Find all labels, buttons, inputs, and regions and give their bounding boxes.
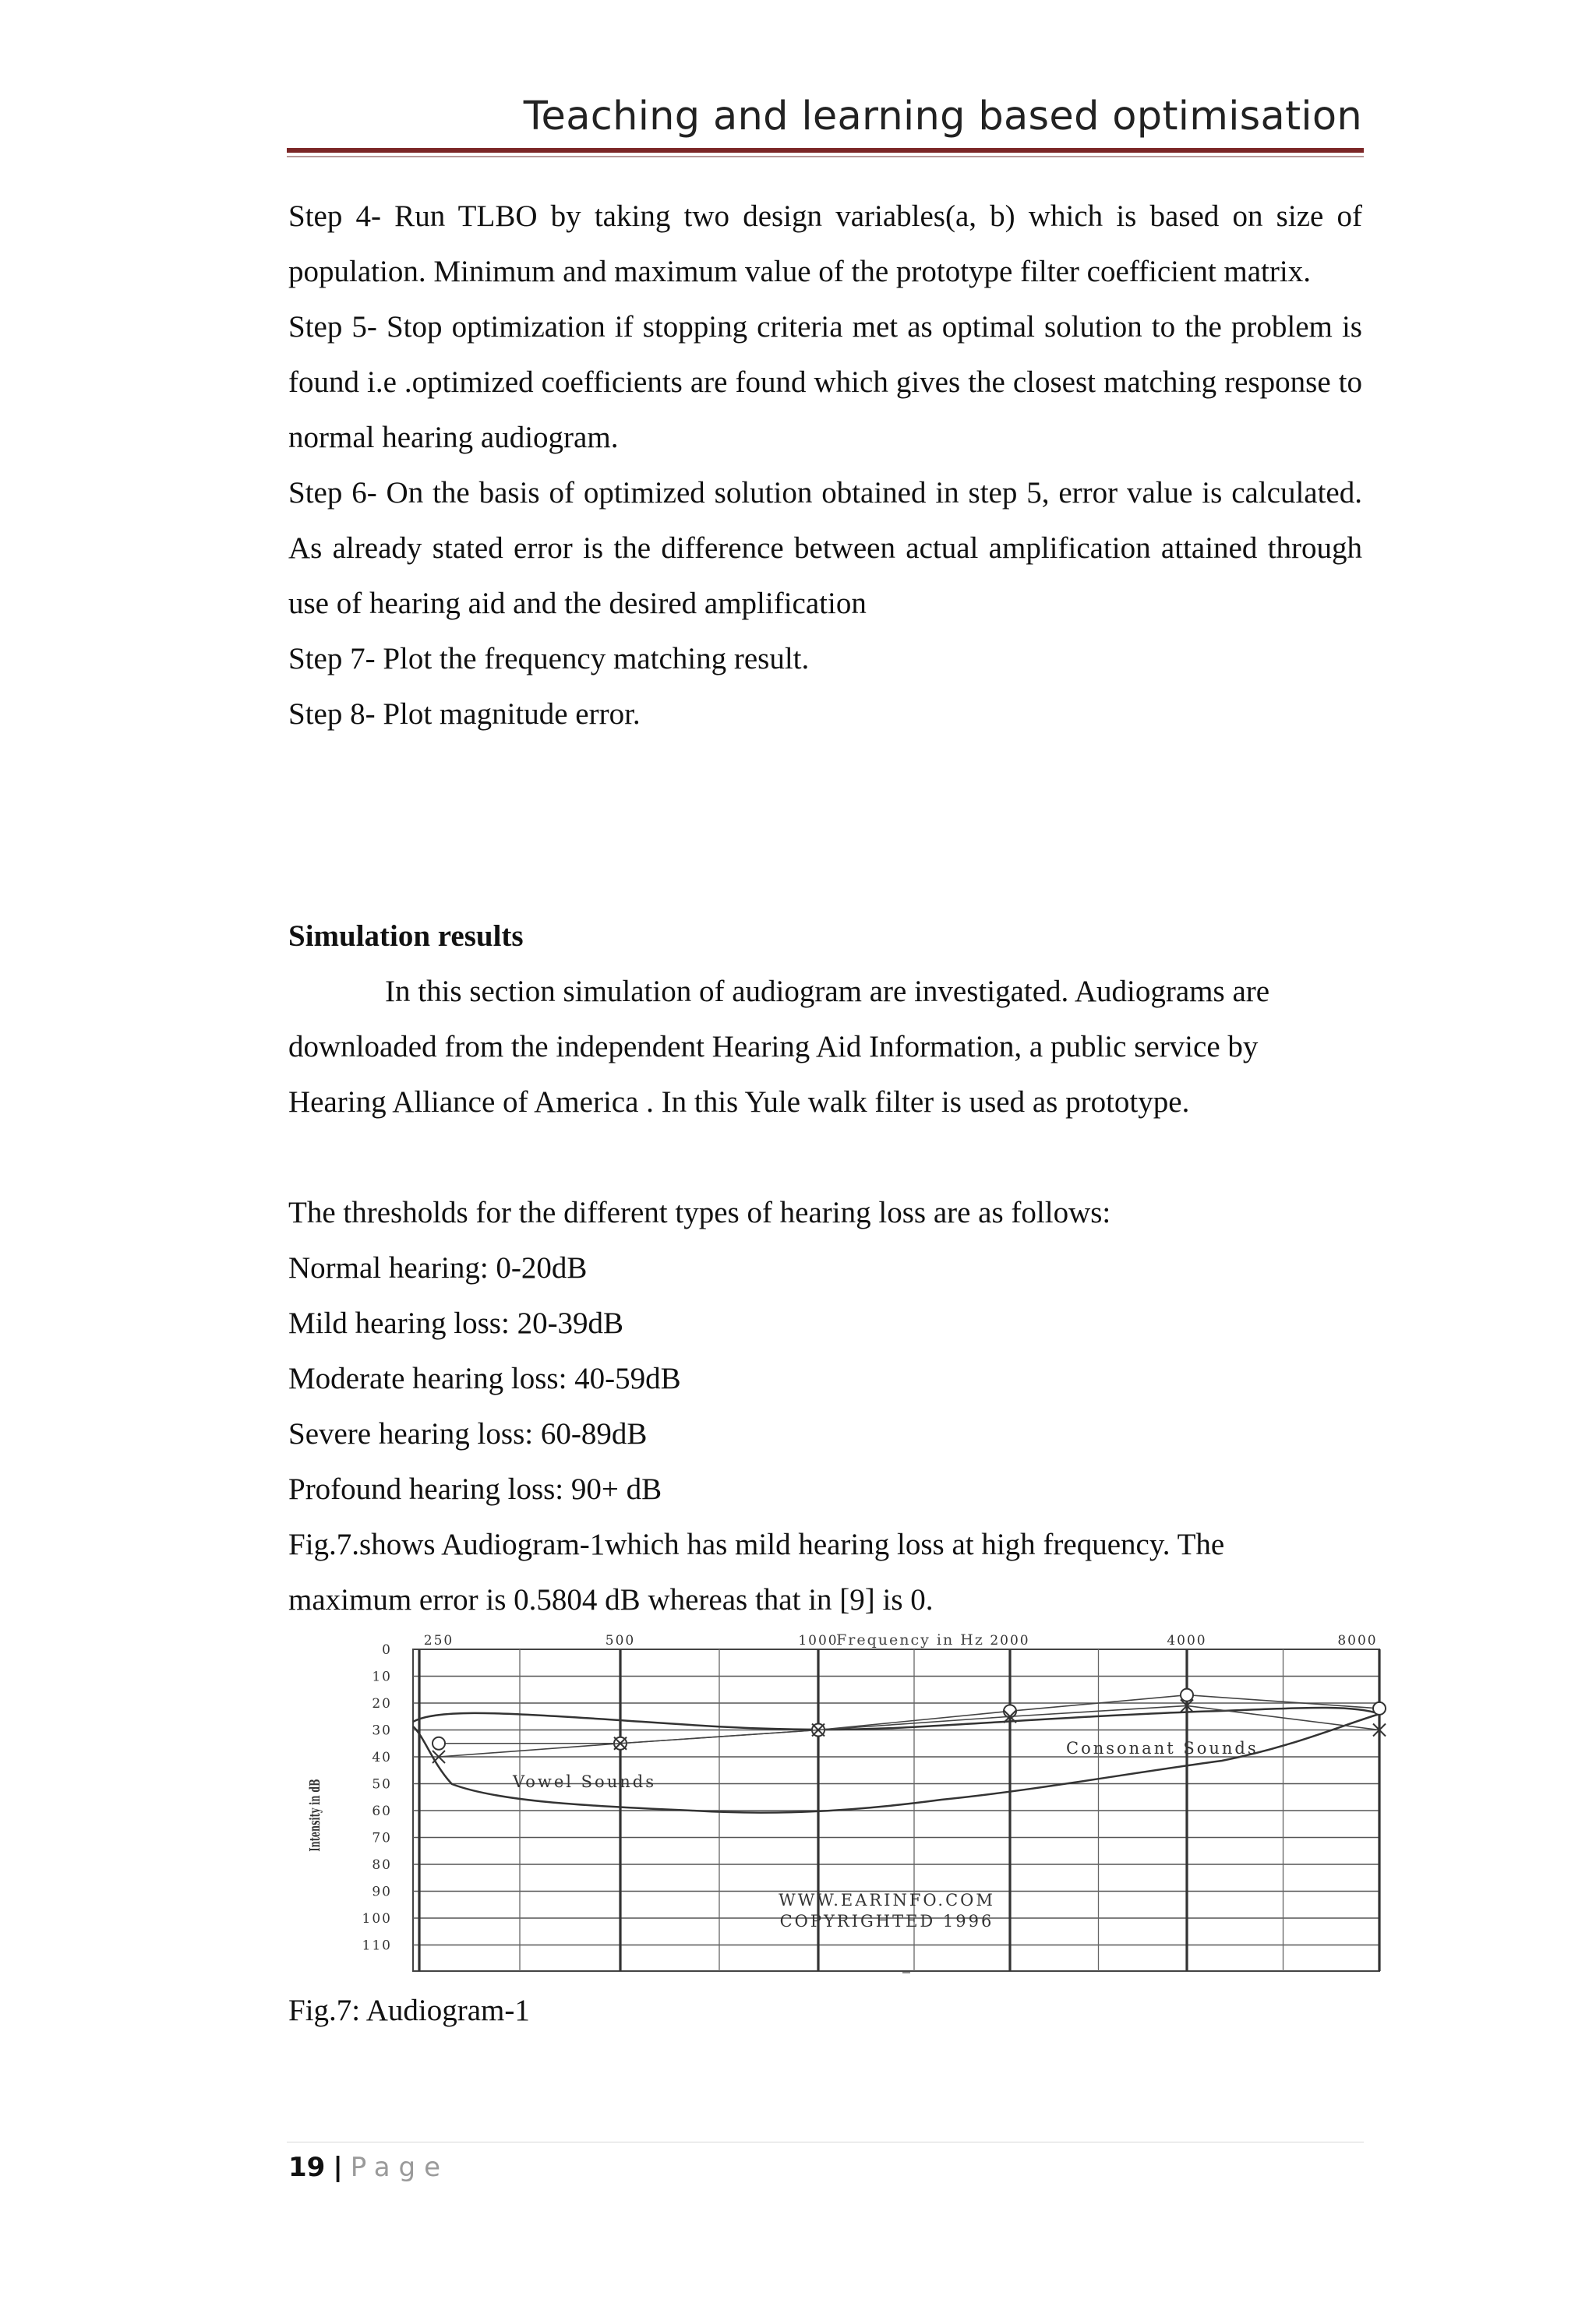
- page-footer: [288, 2152, 449, 2183]
- step-8: Step 8- Plot magnitude error.: [288, 697, 641, 731]
- header-rule: [287, 148, 1364, 153]
- simulation-results-section: [288, 908, 1362, 1628]
- x-tick-label: 250: [423, 1633, 454, 1649]
- threshold-item: Mild hearing loss: 20-39dB: [288, 1307, 624, 1340]
- section-heading: Simulation results: [288, 919, 524, 953]
- intro-line: In this section simulation of audiogram are investigated. Audiograms are: [385, 975, 1270, 1008]
- y-tick-label: 90: [372, 1884, 392, 1900]
- y-tick-label: 0: [382, 1642, 392, 1658]
- threshold-item: Profound hearing loss: 90+ dB: [288, 1472, 662, 1506]
- x-tick-label: 500: [605, 1633, 636, 1649]
- figure-caption: Fig.7: Audiogram-1: [288, 1994, 530, 2027]
- blank-line: [288, 1130, 1362, 1185]
- threshold-item: Normal hearing: 0-20dB: [288, 1251, 588, 1285]
- y-tick-label: 10: [372, 1669, 392, 1685]
- page-word: Page: [350, 2152, 450, 2183]
- intro-line: Hearing Alliance of America . In this Yule walk filter is used as prototype.: [288, 1085, 1190, 1119]
- threshold-item: Severe hearing loss: 60-89dB: [288, 1417, 648, 1451]
- curves: [413, 1708, 1379, 1813]
- upper-speech-curve: [413, 1708, 1379, 1730]
- page-number: 19: [288, 2152, 326, 2183]
- y-tick-label: 70: [372, 1830, 392, 1846]
- data-point-circle: [1373, 1702, 1386, 1715]
- step-7: Step 7- Plot the frequency matching result.: [288, 642, 810, 675]
- y-tick-label: 80: [372, 1857, 392, 1873]
- step-6: Step 6- On the basis of optimized solution obtained in step 5, error value is calculated. As already stated error is the difference between actual amplification attained through use of hearing aid and the desired amplification: [288, 476, 1362, 620]
- x-tick-label: 8000: [1337, 1633, 1378, 1649]
- y-tick-label: 100: [362, 1911, 392, 1927]
- intro-line: downloaded from the independent Hearing Aid Information, a public service by: [288, 1030, 1259, 1063]
- step-5: Step 5- Stop optimization if stopping criteria met as optimal solution to the problem is found i.e .optimized coefficients are found which gives the closest matching response to normal hearing audiogram.: [288, 310, 1362, 454]
- website-watermark: WWW.EARINFO.COM: [779, 1891, 995, 1910]
- consonant-sounds-label: Consonant Sounds: [1066, 1739, 1259, 1758]
- x-tick-label: 4000: [1167, 1633, 1207, 1649]
- figure-description: maximum error is 0.5804 dB whereas that in [9] is 0.: [288, 1583, 934, 1617]
- y-tick-labels: [362, 1642, 392, 1954]
- footer-separator: |: [333, 2152, 343, 2183]
- y-tick-label: 50: [372, 1776, 392, 1793]
- copyright-watermark: COPYRIGHTED 1996: [779, 1912, 994, 1931]
- y-tick-label: 20: [372, 1696, 392, 1712]
- x-tick-label: 2000: [990, 1633, 1030, 1649]
- procedure-steps: [288, 189, 1362, 742]
- header-rule-thin: [287, 156, 1364, 157]
- x-tick-label: 1000: [798, 1633, 839, 1649]
- step-4: Step 4- Run TLBO by taking two design variables(a, b) which is based on size of population. Minimum and maximum value of the prototype filter coefficient matrix.: [288, 199, 1362, 288]
- data-point-circle: [433, 1737, 445, 1750]
- y-tick-label: 40: [372, 1750, 392, 1765]
- vowel-sounds-label: Vowel Sounds: [513, 1772, 656, 1791]
- y-axis-label: Intensity in dB: [306, 1779, 323, 1852]
- running-header-title: Teaching and learning based optimisation: [523, 93, 1362, 139]
- series-line-circle: [439, 1695, 1379, 1744]
- data-point-circle: [1181, 1689, 1193, 1702]
- figure-description: Fig.7.shows Audiogram-1which has mild hearing loss at high frequency. The: [288, 1528, 1225, 1561]
- y-tick-label: 60: [372, 1804, 392, 1819]
- threshold-item: Moderate hearing loss: 40-59dB: [288, 1362, 681, 1395]
- chart-title: Frequency in Hz: [836, 1631, 984, 1649]
- audiogram-chart: [287, 1628, 1393, 1979]
- y-tick-label: 110: [362, 1938, 392, 1954]
- thresholds-intro: The thresholds for the different types of hearing loss are as follows:: [288, 1196, 1111, 1229]
- y-tick-label: 30: [372, 1723, 392, 1739]
